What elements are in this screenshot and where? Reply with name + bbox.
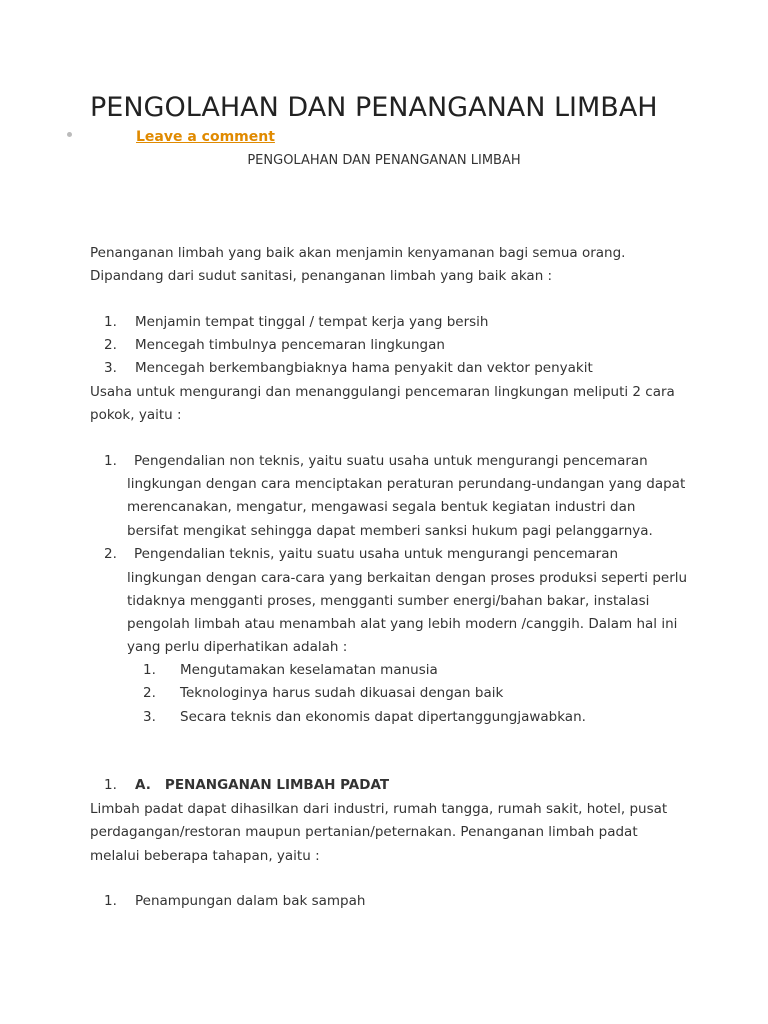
- intro-line: Penanganan limbah yang baik akan menjamin kenyamanan bagi semua orang.: [90, 245, 626, 261]
- list-number: 1.: [104, 453, 117, 469]
- sublist-number: 2.: [143, 685, 156, 701]
- paragraph-line: Usaha untuk mengurangi dan menanggulangi pencemaran lingkungan meliputi 2 cara: [90, 384, 675, 400]
- list-item: Penampungan dalam bak sampah: [135, 893, 366, 909]
- list-item-line: tidaknya mengganti proses, mengganti sumber energi/bahan bakar, instalasi: [127, 593, 650, 609]
- list-number: 1.: [104, 777, 117, 793]
- leave-comment-link[interactable]: Leave a comment: [136, 129, 275, 145]
- bullet-icon: [67, 132, 72, 137]
- list-number: 2.: [104, 546, 117, 562]
- list-item-line: bersifat mengikat sehingga dapat memberi sanksi hukum pagi pelanggarnya.: [127, 523, 653, 539]
- paragraph-line: Limbah padat dapat dihasilkan dari industri, rumah tangga, rumah sakit, hotel, pusat: [90, 801, 668, 817]
- article-subtitle: PENGOLAHAN DAN PENANGANAN LIMBAH: [247, 153, 521, 168]
- list-item-line: lingkungan dengan cara menciptakan peraturan perundang-undangan yang dapat: [127, 476, 686, 492]
- list-item: Mencegah timbulnya pencemaran lingkungan: [135, 337, 445, 353]
- list-item-line: pengolah limbah atau menambah alat yang lebih modern /canggih. Dalam hal ini: [127, 616, 678, 632]
- paragraph-line: perdagangan/restoran maupun pertanian/peternakan. Penanganan limbah padat: [90, 824, 638, 840]
- list-item: Mencegah berkembangbiaknya hama penyakit dan vektor penyakit: [135, 360, 593, 376]
- list-item-line: Pengendalian non teknis, yaitu suatu usaha untuk mengurangi pencemaran: [134, 453, 648, 469]
- list-item-line: merencanakan, mengatur, mengawasi segala bentuk kegiatan industri dan: [127, 499, 636, 515]
- list-item-line: yang perlu diperhatikan adalah :: [127, 639, 348, 655]
- intro-line: Dipandang dari sudut sanitasi, penanganan limbah yang baik akan :: [90, 268, 553, 284]
- list-item-line: lingkungan dengan cara-cara yang berkaitan dengan proses produksi seperti perlu: [127, 570, 688, 586]
- list-number: 1.: [104, 893, 117, 909]
- list-item-line: Pengendalian teknis, yaitu suatu usaha untuk mengurangi pencemaran: [134, 546, 619, 562]
- list-number: 1.: [104, 314, 117, 330]
- list-number: 3.: [104, 360, 117, 376]
- paragraph-line: pokok, yaitu :: [90, 407, 182, 423]
- page-title: PENGOLAHAN DAN PENANGANAN LIMBAH: [90, 92, 658, 123]
- sublist-number: 1.: [143, 662, 156, 678]
- list-item: Menjamin tempat tinggal / tempat kerja yang bersih: [135, 314, 489, 330]
- paragraph-line: melalui beberapa tahapan, yaitu :: [90, 848, 320, 864]
- section-heading: A. PENANGANAN LIMBAH PADAT: [135, 777, 390, 793]
- sublist-item: Secara teknis dan ekonomis dapat dipertanggungjawabkan.: [180, 709, 586, 725]
- sublist-number: 3.: [143, 709, 156, 725]
- sublist-item: Teknologinya harus sudah dikuasai dengan baik: [180, 685, 504, 701]
- sublist-item: Mengutamakan keselamatan manusia: [180, 662, 438, 678]
- list-number: 2.: [104, 337, 117, 353]
